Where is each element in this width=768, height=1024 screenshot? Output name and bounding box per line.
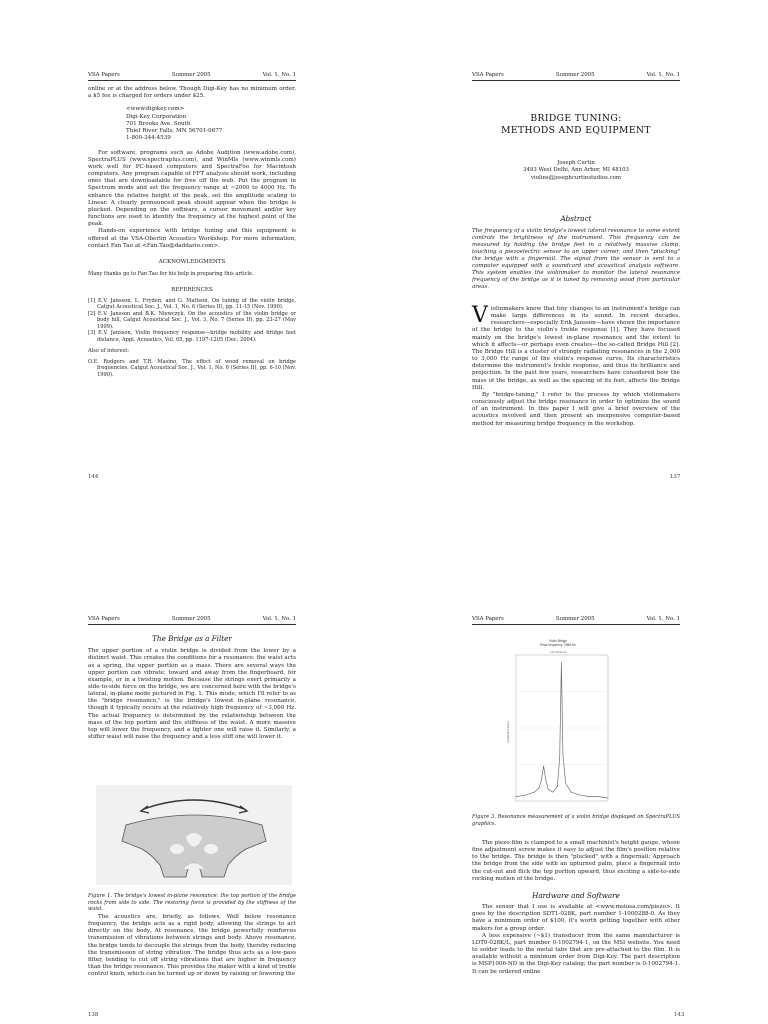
acknowledgments-text: Many thanks go to Fan Tao for his help in preparing this article. bbox=[88, 270, 254, 277]
reference-item: [1] E.V. Jansson, L. Fryden, and G. Mattson, On tuning of the violin bridge, Catgut Acoustical Soc. J., Vol. 1, No. 6 (Series II), pp. 11-15 (Nov. 1990). bbox=[88, 297, 296, 311]
page-number: 137 bbox=[670, 474, 681, 480]
chart-data-point bbox=[589, 796, 590, 797]
chart-data-point bbox=[539, 788, 540, 789]
chart-data-point bbox=[557, 786, 558, 787]
chart-data-point bbox=[516, 796, 517, 797]
author-address: 3493 West Delhi, Ann Arbor, MI 48103 bbox=[523, 167, 629, 174]
paragraph: A less expensive (~$1) transducer from the same manufacturer is LDT0-028K/L, part number 0-1002794-1, on the MSI website. You need to solder leads to the metal tabs that are pre-attached to the film. It is available without a minimum order from Digi-Key. The part description is MSP1006-ND in the Digi-Key catalog; the part number is 0-1002794-1. It can be ordered online bbox=[472, 932, 680, 975]
paragraph: By "bridge-tuning," I refer to the process by which violinmakers consciously adjust the bridge resonance in order to optimize the sound of an instrument. In this paper I will give a brief overview of the acoustics involved and then present an inexpensive computer-based method for measuring bridge frequency in the workshop. bbox=[472, 391, 680, 427]
also-of-interest-label: Also of interest: bbox=[88, 348, 129, 355]
abstract-block bbox=[472, 214, 680, 292]
address-line: Digi-Key Corporation bbox=[126, 113, 187, 120]
figure-caption: Figure 3. Resonance measurement of a violin bridge displayed on SpectraPLUS graphics. bbox=[472, 814, 680, 827]
figure-3-caption bbox=[472, 814, 680, 827]
page-138 bbox=[0, 512, 384, 1024]
header-journal: VSA Papers bbox=[472, 72, 504, 78]
header-journal: VSA Papers bbox=[88, 72, 120, 78]
reference-item: O.E. Rodgers and T.R. Masino, The effect of wood removal on bridge frequencies, Catgut Acoustical Soc. J., Vol. 1, No. 6 (Series II), pp. 6-10 (Nov. 1990). bbox=[88, 358, 296, 378]
paragraph: The piezo film is clamped to a small machinist's height gauge, whose fine adjustment screw makes it easy to adjust the film's position relative to the bridge. The bridge is then "plucked" with a fingernail: Approach the bridge from the side with an upturned palm, place a fingernail into the cut-out and flick the top portion upward, thus exciting a side-to-side rocking motion of the bridge. bbox=[472, 840, 680, 882]
page-144-body bbox=[88, 86, 296, 378]
address-line: Thief River Falls, MN 56701-0677 bbox=[126, 128, 223, 135]
header-volume: Vol. 1, No. 1 bbox=[646, 72, 680, 78]
paragraph: The sensor that I use is available at <www.msiusa.com/piezo>. It goes by the description SDT1-028K, part number 1-1000288-0. As they have a minimum order of $100, it's worth getting together with other makers for a group order. bbox=[472, 904, 680, 932]
page-number: 144 bbox=[88, 474, 99, 480]
references-list bbox=[88, 298, 296, 344]
article-title-line: BRIDGE TUNING: bbox=[530, 113, 622, 124]
references-heading: REFERENCES bbox=[171, 286, 213, 293]
chart-legend: Left Channel bbox=[550, 650, 566, 654]
paragraph: online or at the address below. Though Digi-Key has no minimum order, a $5 fee is charged for orders under $25. bbox=[88, 86, 296, 100]
page-header bbox=[88, 616, 296, 625]
reference-item: [3] E.V. Jansson, Violin frequency response—bridge mobility and bridge feet distance, Appl. Acoustics, Vol. 65, pp. 1197-1205 (Dec. 2004). bbox=[88, 330, 296, 343]
abstract-text: The frequency of a violin bridge's lowest lateral resonance to some extent controls the brightness of the instrument. This frequency can be measured by holding the bridge feet in a relatively massive clamp, touching a piezoelectric sensor to an upper corner, and then "plucking" the bridge with a fingernail. The signal from the sensor is sent to a computer equipped with a soundcard and acoustical analysis software. This system enables the violinmaker to monitor the lateral resonance frequency of the bridge as it is tuned by removing wood from particular areas. bbox=[472, 228, 680, 291]
section-bridge-as-filter bbox=[88, 634, 296, 741]
reference-item: [2] E.V. Jansson and B.K. Niewczyk, On the acoustics of the violin bridge or body hill, Catgut Acoustical Soc. J., Vol. 3, No. 7 (Series II), pp. 23-27 (May 1999). bbox=[88, 310, 296, 330]
chart-data-point bbox=[563, 754, 564, 755]
author-email: violins@josephcurtinstudios.com bbox=[531, 174, 621, 181]
chart-data-point bbox=[525, 795, 526, 796]
chart-series-line bbox=[516, 662, 608, 798]
chart-title: Violin Bridge bbox=[549, 639, 567, 643]
page-header bbox=[472, 72, 680, 81]
chart-data-point bbox=[571, 792, 572, 793]
chart-data-point bbox=[580, 795, 581, 796]
address-line: <www.digikey.com> bbox=[126, 106, 185, 113]
header-journal: VSA Papers bbox=[472, 616, 504, 622]
section-heading: Hardware and Software bbox=[532, 890, 620, 900]
address-line: 1-800-344-4539 bbox=[126, 135, 171, 142]
page-138-body-continued bbox=[88, 914, 296, 978]
article-title-line: METHODS AND EQUIPMENT bbox=[501, 124, 651, 136]
chart-data-point bbox=[561, 662, 562, 663]
header-issue: Summer 2005 bbox=[555, 72, 595, 78]
author-block bbox=[472, 160, 680, 182]
violin-bridge-icon bbox=[96, 785, 292, 885]
figure-1-caption bbox=[88, 893, 296, 913]
chart-y-axis-label: Amplitude (Linear) bbox=[507, 721, 510, 743]
section-heading: The Bridge as a Filter bbox=[152, 634, 232, 643]
page-number: 138 bbox=[88, 1012, 99, 1018]
chart-data-point bbox=[608, 798, 609, 799]
figure-caption: Figure 1. The bridge's lowest in-plane resonance: the top portion of the bridge rocks from side to side. The restoring force is provided by the stiffness of the waist. bbox=[88, 893, 296, 913]
article-title bbox=[472, 113, 680, 137]
also-of-interest-list bbox=[88, 359, 296, 379]
header-issue: Summer 2005 bbox=[171, 616, 211, 622]
page-header bbox=[88, 72, 296, 81]
page-143-body bbox=[472, 840, 680, 976]
chart-data-point bbox=[534, 792, 535, 793]
chart-data-point bbox=[541, 780, 542, 781]
chart-subtitle: Peak frequency: 2986 Hz bbox=[540, 643, 576, 647]
author-name: Joseph Curtin bbox=[557, 160, 595, 166]
abstract-heading: Abstract bbox=[560, 214, 592, 223]
chart-data-point bbox=[565, 783, 566, 784]
paragraph: The acoustics are, briefly, as follows. Well below resonance frequency, the bridge acts as a rigid body, allowing the strings to act directly on the body. At resonance, the bridge powerfully reinforces transmission of vibrations between strings and body. Above resonance, the bridge tends to decouple the strings from the body, thereby reducing the transmission of string vibration. The bridge thus acts as a low-pass filter, tending to cut off string vibrations that are higher in frequency than the bridge resonance. This provides the maker with a kind of treble control knob, which can be turned up or down by raising or lowering the bbox=[88, 914, 296, 978]
acknowledgments-heading: ACKNOWLEDGMENTS bbox=[158, 258, 226, 265]
paragraph: The upper portion of a violin bridge is divided from the lower by a distinct waist. This creates the conditions for a resonance: the waist acts as a spring, the upper portion as a mass. There are several ways the upper portion can vibrate: toward and away from the fingerboard, for example, or in a twisting motion. Because the strings exert primarily a side-to-side force on the bridge, we are concerned here with the bridge's lateral, in-plane mode pictured in Fig. 1. This mode, which I'll refer to as the "bridge resonance," is the bridge's lowest in-plane resonance, though it typically occurs at the relatively high frequency of ~3,000 Hz. The actual frequency is determined by the relationship between the mass of the top portion and the stiffness of the waist. A more massive top will lower the frequency, and a lighter one will raise it. Similarly, a stiffer waist will raise the frequency and a less stiff one will lower it. bbox=[88, 648, 296, 741]
paragraph: Hands-on experience with bridge tuning and this equipment is offered at the VSA-Oberlin Acoustics Workshop. For more information, contact Fan Tao at <Fan.Tao@daddario.com>. bbox=[88, 228, 296, 249]
paragraph: iolinmakers know that tiny changes to an instrument's bridge can make large differences in its sound. In recent decades, researchers—especially Erik Jansson—have shown the importance of the bridge to the violin's treble response [1]. They have focused mainly on the bridge's lowest in-plane resonance and the extent to which it affects—or perhaps even creates—the so-called Bridge Hill [2]. The Bridge Hill is a cluster of strongly radiating resonances in the 2,000 to 3,000 Hz range of the violin's response curve. Its characteristics determine the instrument's treble response, and thus its brilliance and projection. In the past few years, researchers have considered how the mass of the bridge, as well as the spacing of its feet, affects the Bridge Hill. bbox=[472, 306, 680, 391]
paragraph: For software, programs such as Adobe Audition (www.adobe.com), SpectraPLUS (www.spectraplus.com), and WinMls (www.winmls.com) work well for PC-based computers and SpectraFoo for Macintosh computers. Any program capable of FFT analysis should work, including ones that are downloadable for free off the web. Put the program in Spectrum mode and set the frequency range at ~2000 to 4000 Hz. To enhance the relative height of the peak, set the amplitude scaling to Linear. A clearly pronounced peak should appear when the bridge is plucked. Depending on the software, a cursor movement and/or key functions are used to identify the frequency at the highest point of the peak. bbox=[88, 149, 296, 228]
header-issue: Summer 2005 bbox=[555, 616, 595, 622]
address-line: 701 Brooks Ave. South bbox=[126, 120, 191, 127]
chart-data-point bbox=[543, 766, 544, 767]
spectrum-chart bbox=[506, 637, 610, 809]
header-volume: Vol. 1, No. 1 bbox=[262, 72, 296, 78]
figure-1 bbox=[96, 785, 292, 885]
page-137 bbox=[384, 0, 768, 512]
chart-data-point bbox=[559, 757, 560, 758]
page-number: 143 bbox=[674, 1012, 685, 1018]
chart-data-point bbox=[546, 780, 547, 781]
chart-data-point bbox=[552, 792, 553, 793]
page-header bbox=[472, 616, 680, 625]
chart-data-point bbox=[548, 789, 549, 790]
header-journal: VSA Papers bbox=[88, 616, 120, 622]
header-volume: Vol. 1, No. 1 bbox=[262, 616, 296, 622]
chart-data-point bbox=[598, 796, 599, 797]
header-issue: Summer 2005 bbox=[171, 72, 211, 78]
header-volume: Vol. 1, No. 1 bbox=[646, 616, 680, 622]
figure-3-chart bbox=[506, 637, 610, 809]
article-body bbox=[472, 303, 680, 428]
page-144 bbox=[0, 0, 384, 512]
drop-cap: V bbox=[472, 303, 488, 328]
